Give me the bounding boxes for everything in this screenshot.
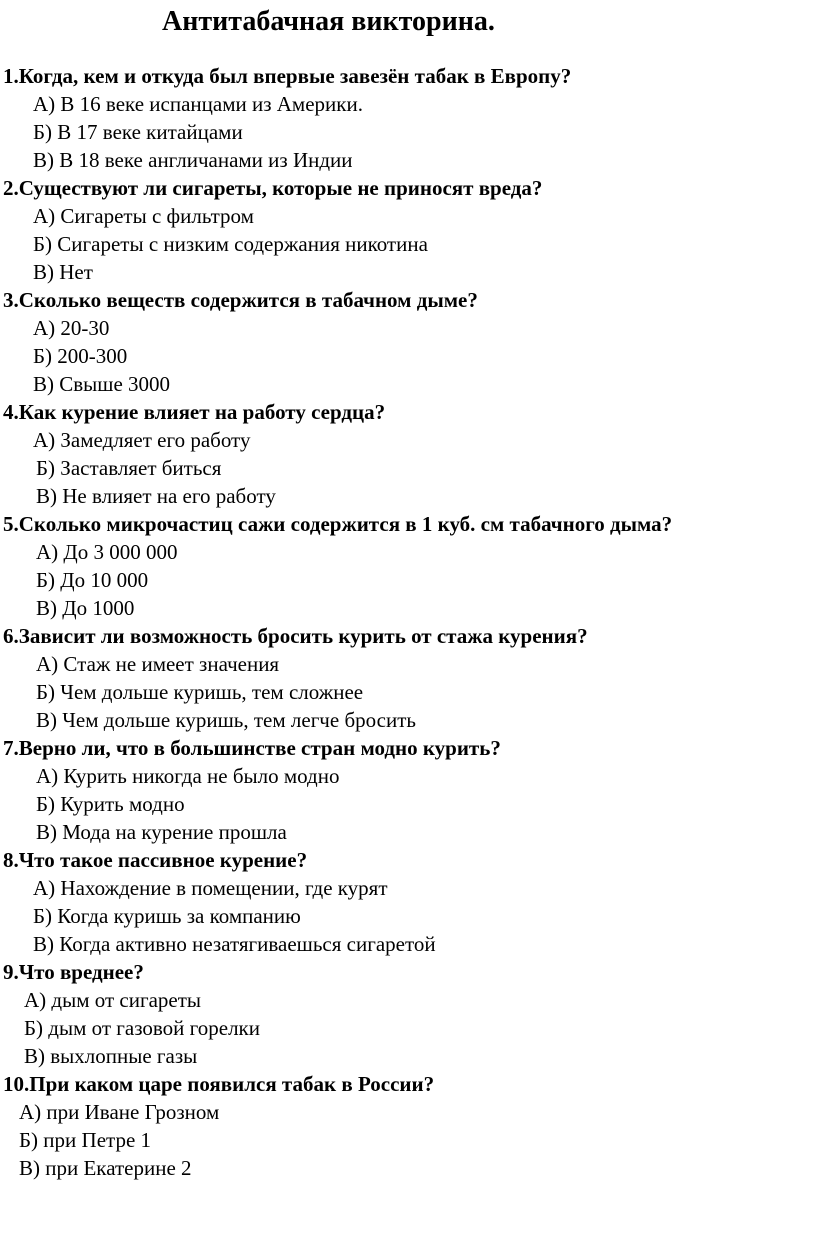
question-text: 2.Существуют ли сигареты, которые не приносят вреда? [3, 176, 543, 200]
answer-option: А) В 16 веке испанцами из Америки. [33, 92, 363, 116]
answer-option: В) Свыше 3000 [33, 372, 171, 396]
question-text: 4.Как курение влияет на работу сердца? [3, 400, 386, 424]
answer-option: Б) В 17 веке китайцами [33, 120, 243, 144]
answer-option: А) Замедляет его работу [33, 428, 251, 452]
answer-option: Б) Курить модно [36, 792, 185, 816]
page-title: Антитабачная викторина. [162, 6, 495, 37]
answer-option: Б) Заставляет биться [36, 456, 222, 480]
answer-option: А) дым от сигареты [24, 988, 201, 1012]
question-text: 10.При каком царе появился табак в России? [3, 1072, 435, 1096]
answer-option: А) До 3 000 000 [36, 540, 178, 564]
answer-option: Б) До 10 000 [36, 568, 149, 592]
answer-option: Б) дым от газовой горелки [24, 1016, 260, 1040]
question-2 [0, 174, 816, 286]
question-text: 3.Сколько веществ содержится в табачном дыме? [3, 288, 478, 312]
question-5 [0, 510, 816, 622]
question-1 [0, 62, 816, 174]
question-text: 8.Что такое пассивное курение? [3, 848, 308, 872]
answer-option: А) при Иване Грозном [19, 1100, 220, 1124]
question-7 [0, 734, 816, 846]
question-3 [0, 286, 816, 398]
answer-option: Б) Сигареты с низким содержания никотина [33, 232, 428, 256]
answer-option: А) Стаж не имеет значения [36, 652, 280, 676]
question-6 [0, 622, 816, 734]
quiz-list [0, 62, 816, 1182]
answer-option: Б) Когда куришь за компанию [33, 904, 301, 928]
answer-option: В) В 18 веке англичанами из Индии [33, 148, 353, 172]
answer-option: Б) Чем дольше куришь, тем сложнее [36, 680, 364, 704]
answer-option: А) Нахождение в помещении, где курят [33, 876, 388, 900]
question-10 [0, 1070, 816, 1182]
answer-option: В) Чем дольше куришь, тем легче бросить [36, 708, 416, 732]
question-text: 6.Зависит ли возможность бросить курить от стажа курения? [3, 624, 588, 648]
answer-option: А) Сигареты с фильтром [33, 204, 254, 228]
question-4 [0, 398, 816, 510]
answer-option: В) Когда активно незатягиваешься сигаретой [33, 932, 436, 956]
question-text: 1.Когда, кем и откуда был впервые завезён табак в Европу? [3, 64, 572, 88]
question-text: 7.Верно ли, что в большинстве стран модно курить? [3, 736, 501, 760]
answer-option: В) при Екатерине 2 [19, 1156, 192, 1180]
question-8 [0, 846, 816, 958]
answer-option: А) Курить никогда не было модно [36, 764, 340, 788]
answer-option: В) выхлопные газы [24, 1044, 198, 1068]
answer-option: А) 20-30 [33, 316, 110, 340]
answer-option: В) Не влияет на его работу [36, 484, 276, 508]
question-text: 9.Что вреднее? [3, 960, 144, 984]
answer-option: В) До 1000 [36, 596, 135, 620]
answer-option: Б) при Петре 1 [19, 1128, 152, 1152]
answer-option: В) Нет [33, 260, 93, 284]
answer-option: Б) 200-300 [33, 344, 128, 368]
question-text: 5.Сколько микрочастиц сажи содержится в 1 куб. см табачного дыма? [3, 512, 673, 536]
answer-option: В) Мода на курение прошла [36, 820, 287, 844]
question-9 [0, 958, 816, 1070]
